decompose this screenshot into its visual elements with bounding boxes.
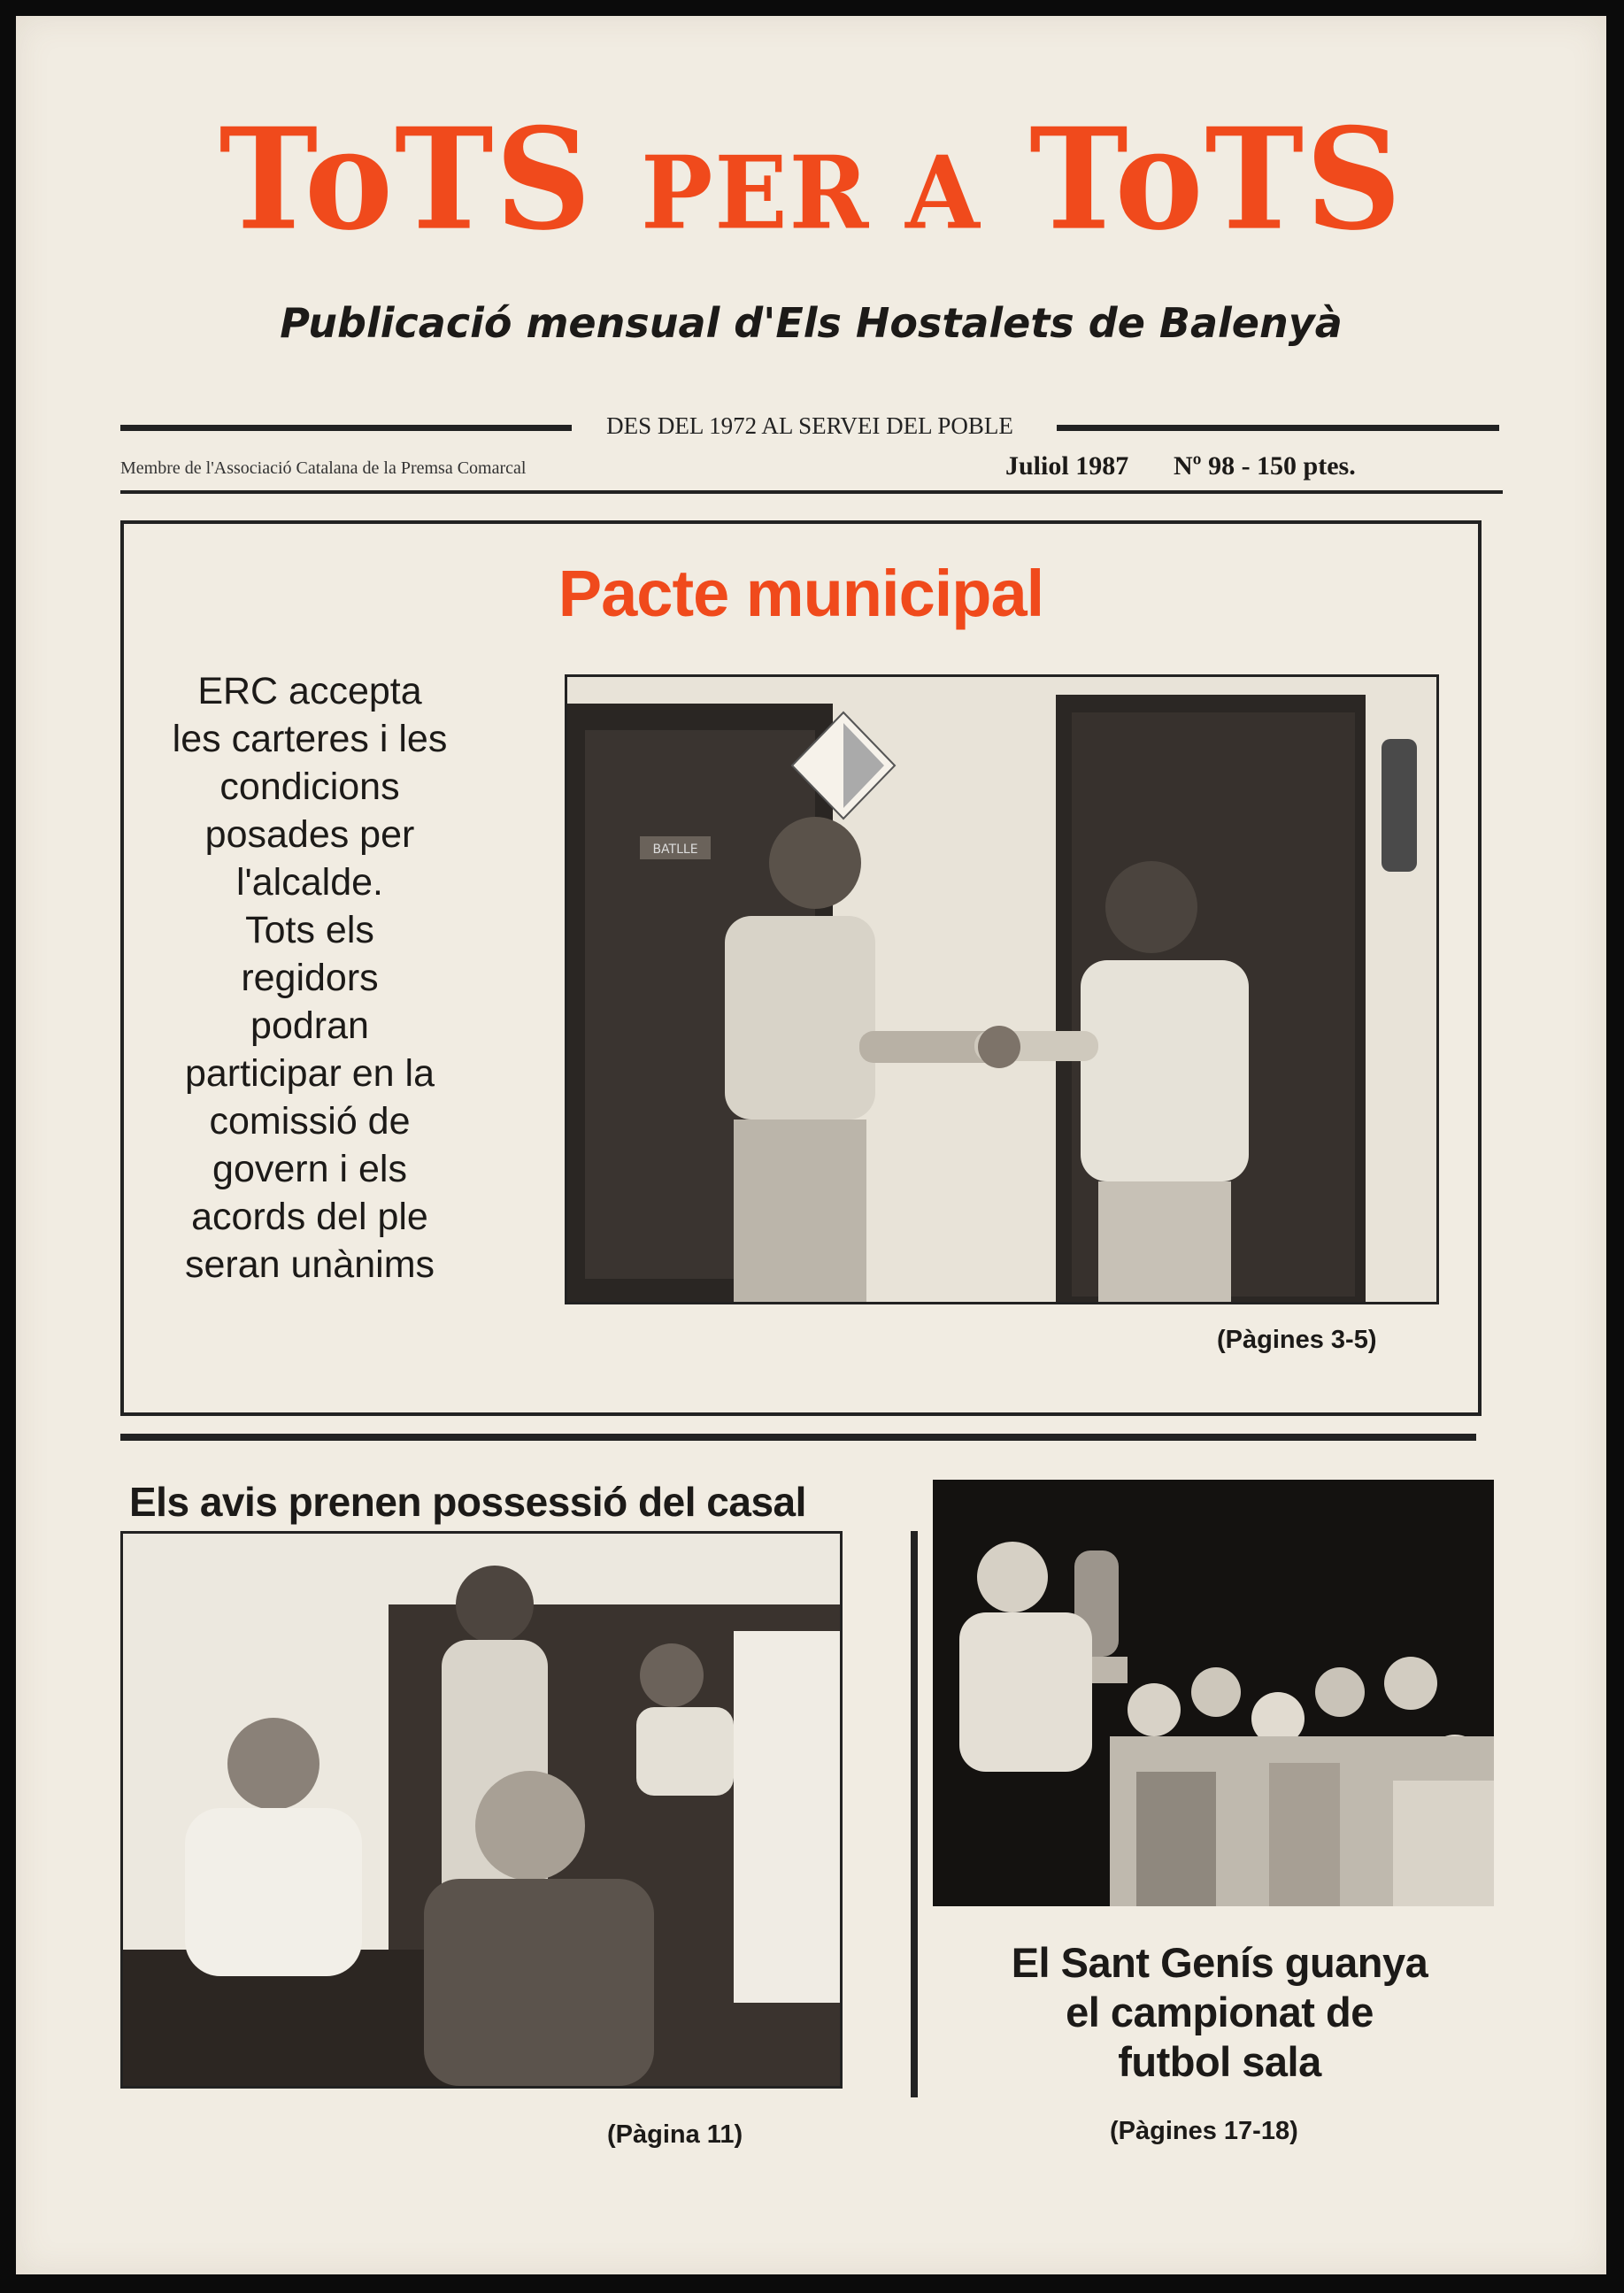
masthead-word-2: PER A [641, 135, 981, 252]
avis-photo [120, 1531, 843, 2089]
section-divider [120, 1434, 1476, 1441]
futbol-headline-line: el campionat de [1066, 1989, 1374, 2035]
lead-summary-line: regidors [241, 957, 379, 999]
avis-headline: Els avis prenen possessió del casal [129, 1479, 806, 1525]
futbol-headline-line: El Sant Genís guanya [1011, 1939, 1428, 1986]
lead-summary-line: condicions [219, 766, 400, 808]
tagline-rule [120, 412, 1499, 442]
lead-summary [159, 667, 460, 1289]
lead-summary-line: govern i els [212, 1148, 407, 1190]
avis-page-ref: (Pàgina 11) [607, 2120, 743, 2149]
lead-summary-line: l'alcalde. [236, 861, 383, 904]
lead-photo-handshake [565, 674, 1439, 1304]
lead-summary-line: comissió de [209, 1100, 411, 1143]
masthead [16, 97, 1606, 262]
issue-info-row [120, 451, 1501, 487]
lead-summary-line: posades per [204, 813, 415, 856]
lead-page-ref: (Pàgines 3-5) [1217, 1326, 1377, 1354]
membership-note: Membre de l'Associació Catalana de la Premsa Comarcal [120, 458, 527, 478]
header-divider [120, 490, 1503, 494]
lead-summary-line: podran [250, 1004, 369, 1047]
futbol-headline [945, 1938, 1494, 2087]
futbol-page-ref: (Pàgines 17-18) [1110, 2117, 1298, 2145]
door-sign: BATLLE [652, 843, 698, 857]
lead-summary-line: ERC accepta [197, 670, 422, 712]
lead-summary-line: les carteres i les [172, 718, 448, 760]
tagline: DES DEL 1972 AL SERVEI DEL POBLE [606, 412, 1013, 439]
masthead-word-1: ToTS [219, 97, 593, 262]
lead-summary-line: participar en la [184, 1052, 435, 1095]
futbol-photo [933, 1480, 1494, 1906]
publication-subtitle: Publicació mensual d'Els Hostalets de Balenyà [280, 299, 1343, 347]
futbol-headline-line: futbol sala [1118, 2038, 1321, 2085]
issue-number-price: Nº 98 - 150 ptes. [1174, 451, 1356, 481]
masthead-word-3: ToTS [1029, 97, 1404, 262]
lead-summary-line: Tots els [245, 909, 374, 951]
lead-summary-line: acords del ple [191, 1196, 428, 1238]
column-separator [911, 1531, 918, 2097]
newspaper-front-page [16, 16, 1606, 2274]
lead-headline: Pacte municipal [558, 557, 1044, 630]
lead-summary-line: seran unànims [184, 1243, 435, 1286]
lead-story-box [120, 520, 1482, 1416]
issue-date: Juliol 1987 [1005, 451, 1129, 481]
